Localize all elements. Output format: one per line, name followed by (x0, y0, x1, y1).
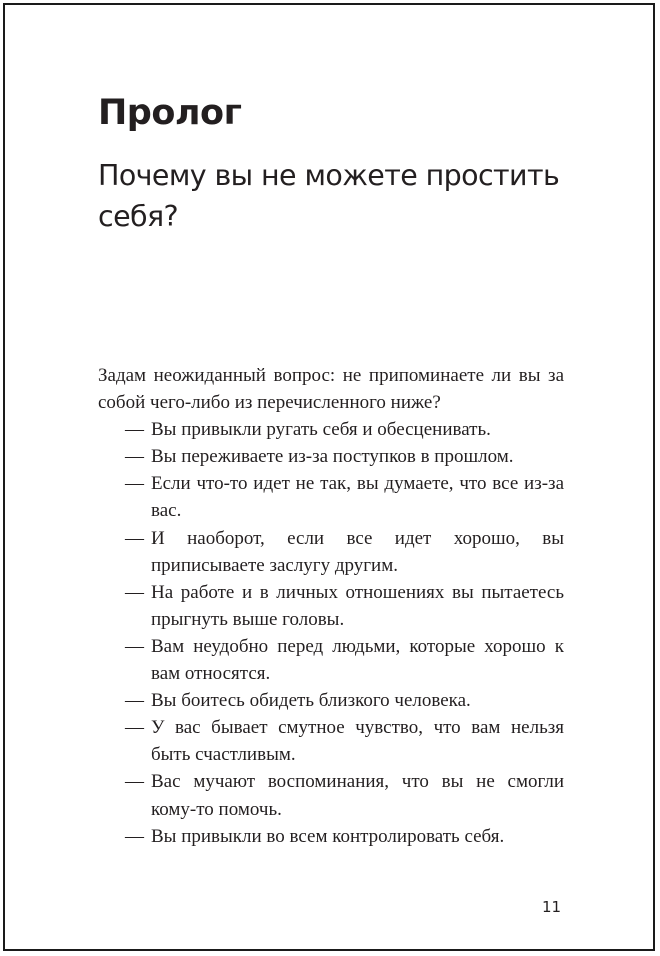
dash-bullet: — (125, 473, 144, 495)
list-item-text: Вы привыкли во всем контролировать себя. (151, 825, 505, 847)
list-item-text: Если что-то идет не так, вы думаете, что все из-за вас. (151, 473, 564, 522)
list-item (98, 633, 564, 687)
list-item-text: У вас бывает смутное чувство, что вам нельзя быть счастливым. (151, 717, 564, 766)
list-item-text: Вы переживаете из-за поступков в прошлом. (151, 446, 514, 468)
list-item (98, 525, 564, 579)
list-item (98, 470, 564, 524)
list-item (98, 579, 564, 633)
body-text (98, 362, 564, 850)
list-item (98, 416, 564, 443)
list-item-text: Вы боитесь обидеть близкого человека. (151, 690, 471, 712)
list-item (98, 443, 564, 470)
dash-bullet: — (125, 690, 144, 712)
chapter-subtitle: Почему вы не можете простить себя? (98, 159, 560, 233)
dash-bullet: — (125, 717, 144, 739)
dash-bullet: — (125, 635, 144, 657)
dash-bullet: — (125, 527, 144, 549)
list-item (98, 823, 564, 850)
list-item-text: Вас мучают воспоминания, что вы не смогли кому-то помочь. (151, 771, 564, 820)
dash-bullet: — (125, 446, 144, 468)
intro-paragraph: Задам неожиданный вопрос: не припоминаете ли вы за собой чего-либо из перечисленного ниже? (98, 365, 564, 414)
list-item-text: Вам неудобно перед людьми, которые хорошо к вам относятся. (151, 635, 564, 685)
dash-bullet: — (125, 771, 144, 793)
dash-bullet: — (125, 419, 144, 441)
list-item (98, 714, 564, 768)
list-item (98, 768, 564, 822)
chapter-title: Пролог (98, 93, 242, 133)
symptom-list (98, 416, 564, 850)
list-item-text: И наоборот, если все идет хорошо, вы приписываете заслугу другим. (151, 527, 564, 576)
page-number: 11 (542, 898, 562, 916)
dash-bullet: — (125, 825, 144, 847)
list-item-text: Вы привыкли ругать себя и обесценивать. (151, 419, 491, 441)
book-page (3, 3, 655, 951)
list-item-text: На работе и в личных отношениях вы пытаетесь прыгнуть выше головы. (151, 581, 564, 630)
list-item (98, 687, 564, 714)
dash-bullet: — (125, 581, 144, 603)
